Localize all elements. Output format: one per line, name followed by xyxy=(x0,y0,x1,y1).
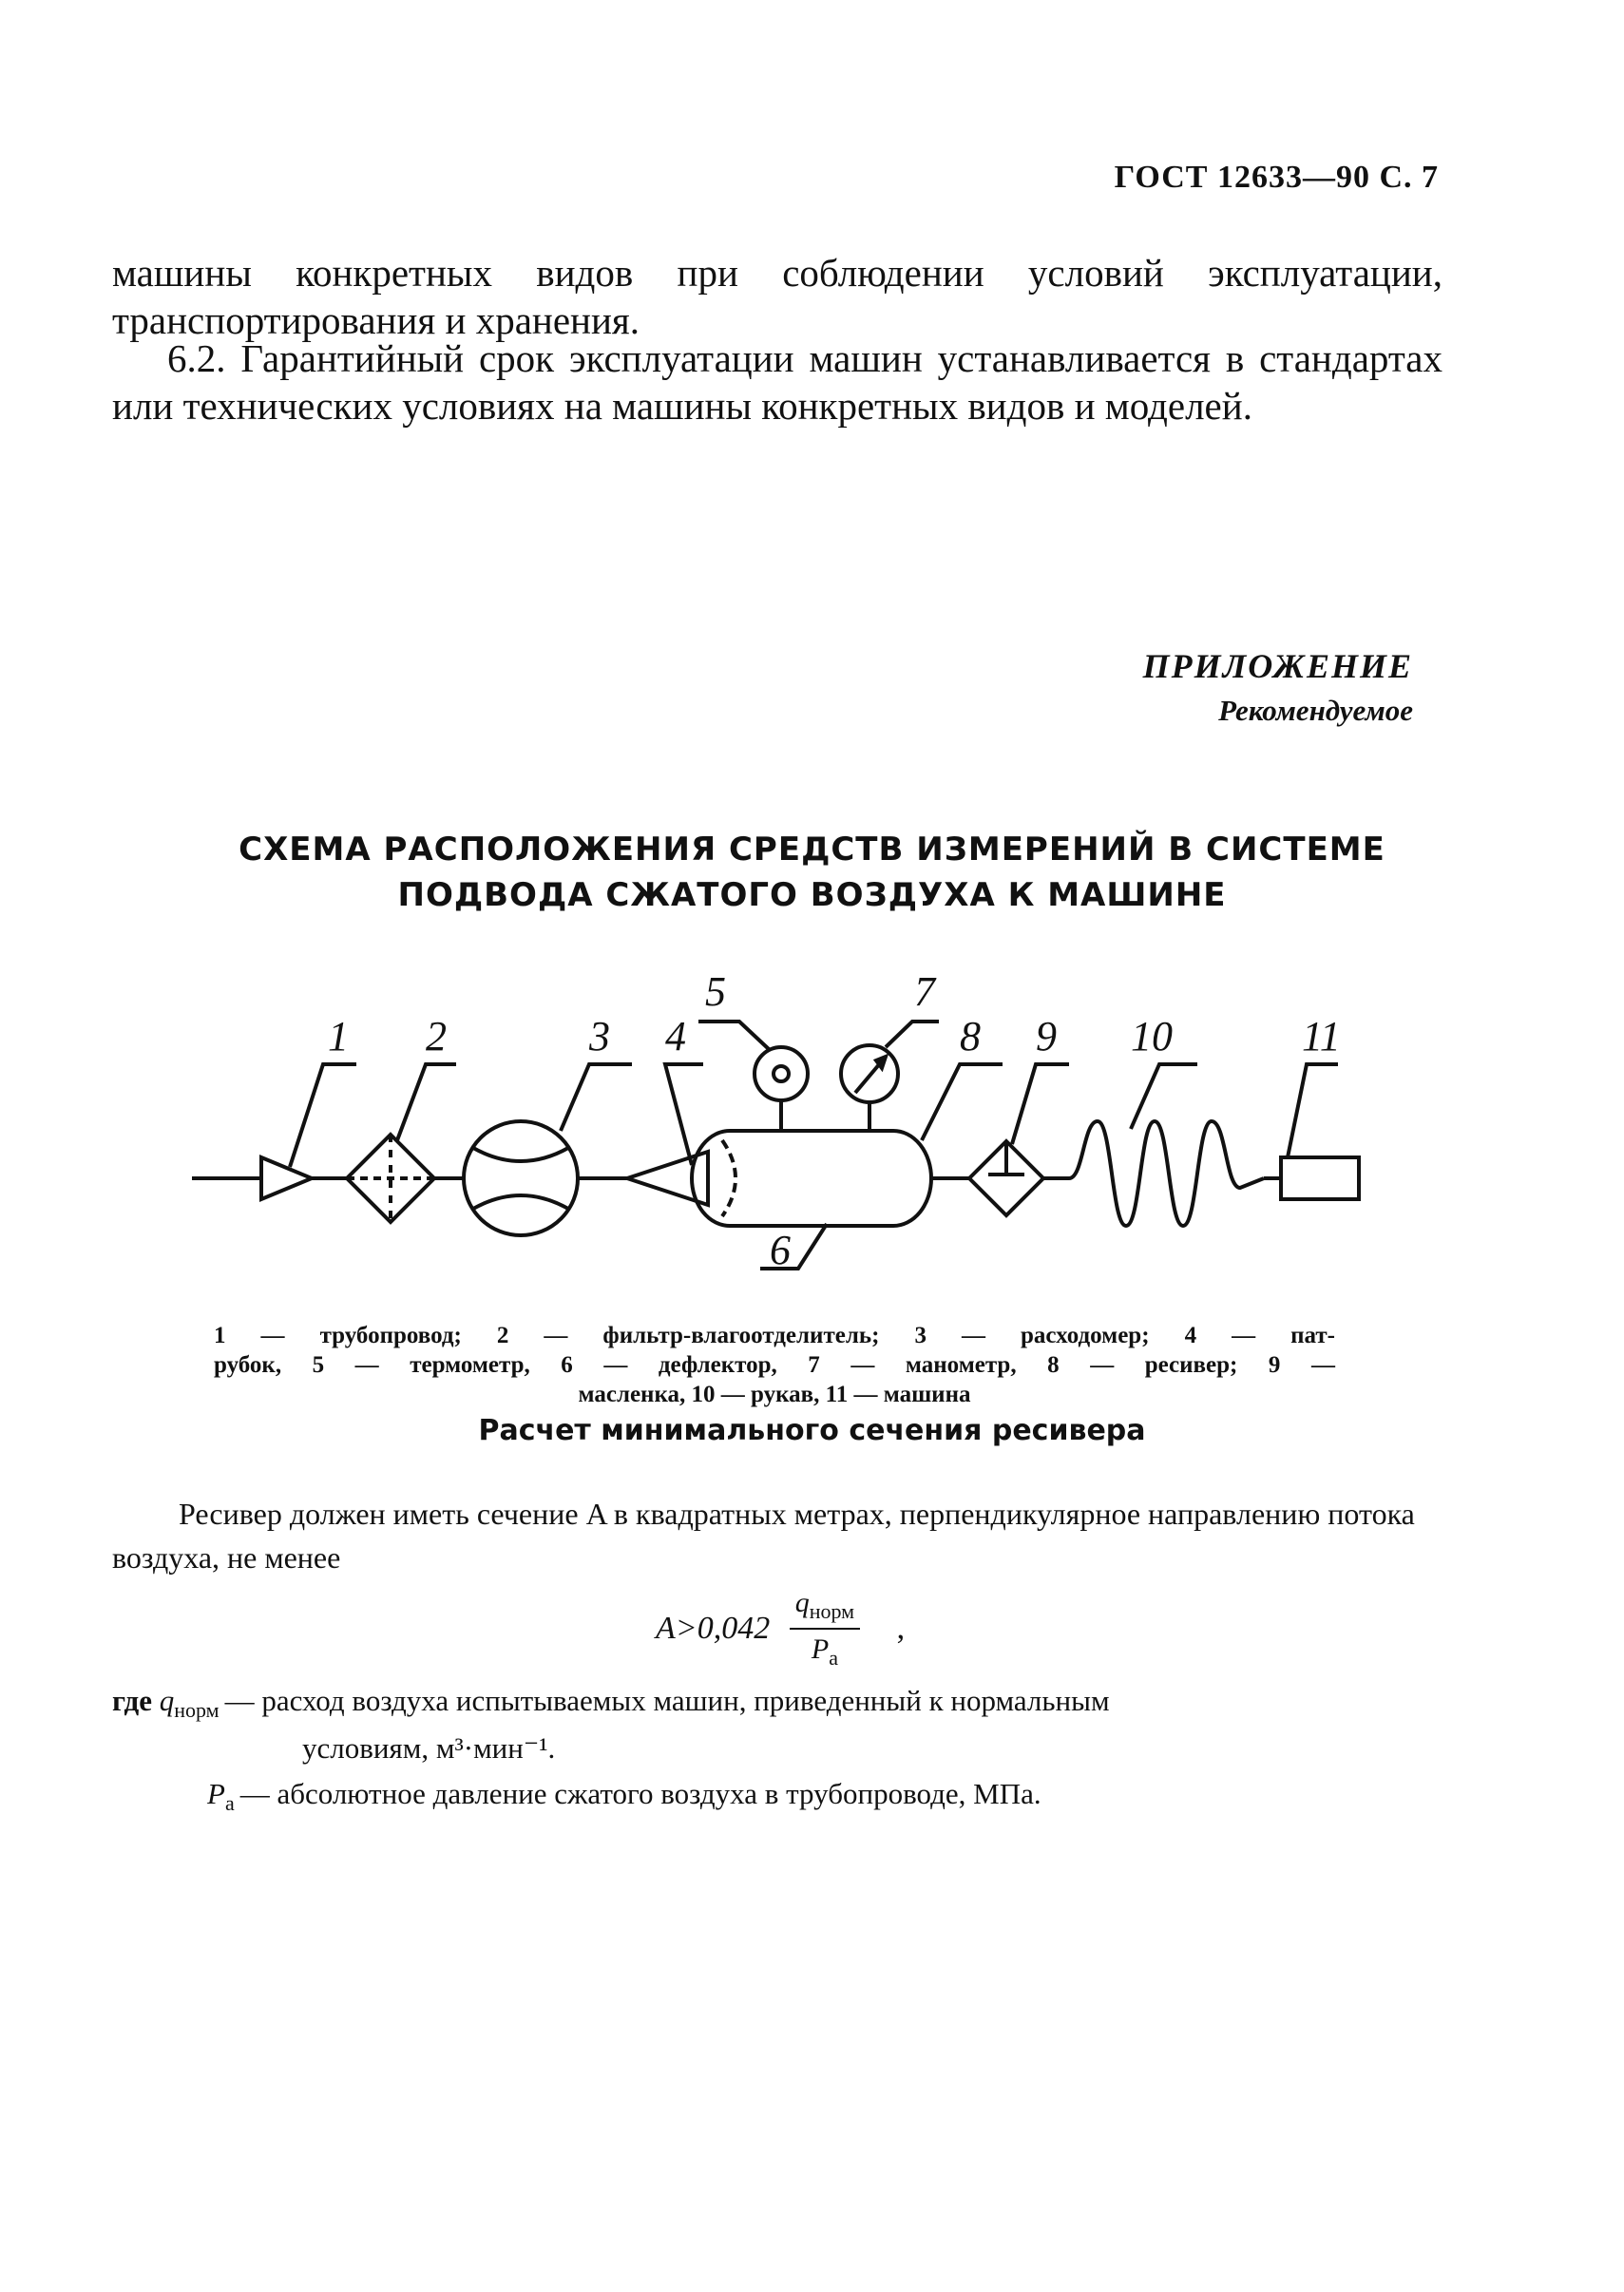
label-8: 8 xyxy=(960,1013,981,1060)
machine-symbol xyxy=(1281,1157,1359,1199)
leader-10 xyxy=(1131,1064,1197,1129)
calculation-text: Ресивер должен иметь сечение A в квадратных метрах, перпендикулярное направлению потока воздуха, не менее xyxy=(112,1497,1415,1575)
hose-coil-symbol xyxy=(1069,1121,1264,1226)
definition-q-term xyxy=(112,1682,220,1729)
appendix-block xyxy=(1143,646,1413,728)
label-9: 9 xyxy=(1036,1013,1057,1060)
definition-q xyxy=(112,1682,1481,1729)
leader-11 xyxy=(1288,1064,1338,1157)
label-5: 5 xyxy=(705,968,726,1015)
label-11: 11 xyxy=(1302,1013,1341,1060)
calculation-title: Расчет минимального сечения ресивера xyxy=(478,1414,1146,1447)
formula-numerator-sub: норм xyxy=(809,1599,855,1623)
definition-q-cont: условиям, м³·мин⁻¹. xyxy=(302,1731,556,1766)
pneumatic-schema-diagram xyxy=(171,941,1368,1283)
formula-fraction xyxy=(790,1587,860,1671)
leader-1 xyxy=(290,1064,356,1167)
label-10: 10 xyxy=(1131,1013,1173,1060)
leader-8 xyxy=(922,1064,1003,1140)
formula-lhs: A>0,042 xyxy=(656,1611,771,1646)
label-6: 6 xyxy=(770,1227,791,1273)
thermometer-bulb xyxy=(774,1066,789,1081)
definition-p-symbol: P xyxy=(207,1777,225,1811)
label-4: 4 xyxy=(665,1013,686,1060)
pipeline-arrow-symbol xyxy=(261,1157,312,1199)
definition-p-sub: a xyxy=(224,1791,235,1816)
definition-q-desc: — расход воздуха испытываемых машин, приведенный к нормальным xyxy=(224,1684,1110,1717)
receiver-symbol xyxy=(692,1131,931,1226)
label-7: 7 xyxy=(914,968,935,1015)
appendix-subtitle: Рекомендуемое xyxy=(1218,694,1413,727)
leader-5 xyxy=(698,1022,770,1050)
flowmeter-symbol xyxy=(464,1121,578,1235)
definition-q-symbol: q xyxy=(159,1684,175,1717)
page-header: ГОСТ 12633—90 С. 7 xyxy=(1114,160,1439,195)
legend-line-2: рубок, 5 — термометр, 6 — дефлектор, 7 — манометр, 8 — ресивер; 9 — xyxy=(214,1352,1335,1378)
schema-title-line-2: ПОДВОДА СЖАТОГО ВОЗДУХА К МАШИНЕ xyxy=(397,876,1227,914)
label-3: 3 xyxy=(589,1013,610,1060)
formula xyxy=(656,1587,905,1671)
definition-p-desc: — абсолютное давление сжатого воздуха в трубопроводе, МПа. xyxy=(239,1777,1041,1811)
paragraph-continuation: машины конкретных видов при соблюдении условий эксплуатации, транспортирования и хранения. xyxy=(112,251,1442,342)
label-2: 2 xyxy=(426,1013,447,1060)
legend-line-1: 1 — трубопровод; 2 — фильтр-влагоотделитель; 3 — расходомер; 4 — пат- xyxy=(214,1323,1335,1348)
thermometer-symbol xyxy=(755,1047,808,1100)
leader-9 xyxy=(1012,1064,1069,1144)
paragraph-6-2 xyxy=(112,334,1442,430)
definition-q-sub: норм xyxy=(174,1698,220,1723)
formula-numerator-symbol: q xyxy=(794,1587,810,1618)
flowmeter-arc-top xyxy=(473,1148,568,1161)
paragraph-6-2-text: 6.2. Гарантийный срок эксплуатации машин устанавливается в стандартах или технических условиях на машины конкретных видов и моделей. xyxy=(112,336,1442,428)
schema-title xyxy=(0,827,1624,918)
formula-tail: , xyxy=(896,1611,906,1646)
diagram-legend xyxy=(214,1321,1335,1409)
deflector-symbol xyxy=(722,1140,736,1216)
where-word: где xyxy=(112,1684,152,1717)
legend-line-3: масленка, 10 — рукав, 11 — машина xyxy=(578,1382,971,1407)
calculation-paragraph xyxy=(112,1492,1481,1579)
definition-p-term xyxy=(207,1775,235,1823)
formula-denominator xyxy=(812,1630,838,1671)
leader-3 xyxy=(561,1064,632,1131)
formula-numerator xyxy=(790,1587,860,1630)
where-definitions xyxy=(112,1682,1481,1823)
formula-denominator-symbol: P xyxy=(811,1633,830,1665)
appendix-title: ПРИЛОЖЕНИЕ xyxy=(1142,647,1413,685)
label-1: 1 xyxy=(328,1013,349,1060)
leader-2 xyxy=(397,1064,456,1140)
formula-denominator-sub: a xyxy=(829,1646,838,1670)
schema-title-line-1: СХЕМА РАСПОЛОЖЕНИЯ СРЕДСТВ ИЗМЕРЕНИЙ В СИСТЕМЕ xyxy=(239,831,1385,869)
leader-7 xyxy=(886,1022,939,1047)
flowmeter-arc-bottom xyxy=(473,1195,568,1209)
definition-p xyxy=(112,1775,1481,1823)
